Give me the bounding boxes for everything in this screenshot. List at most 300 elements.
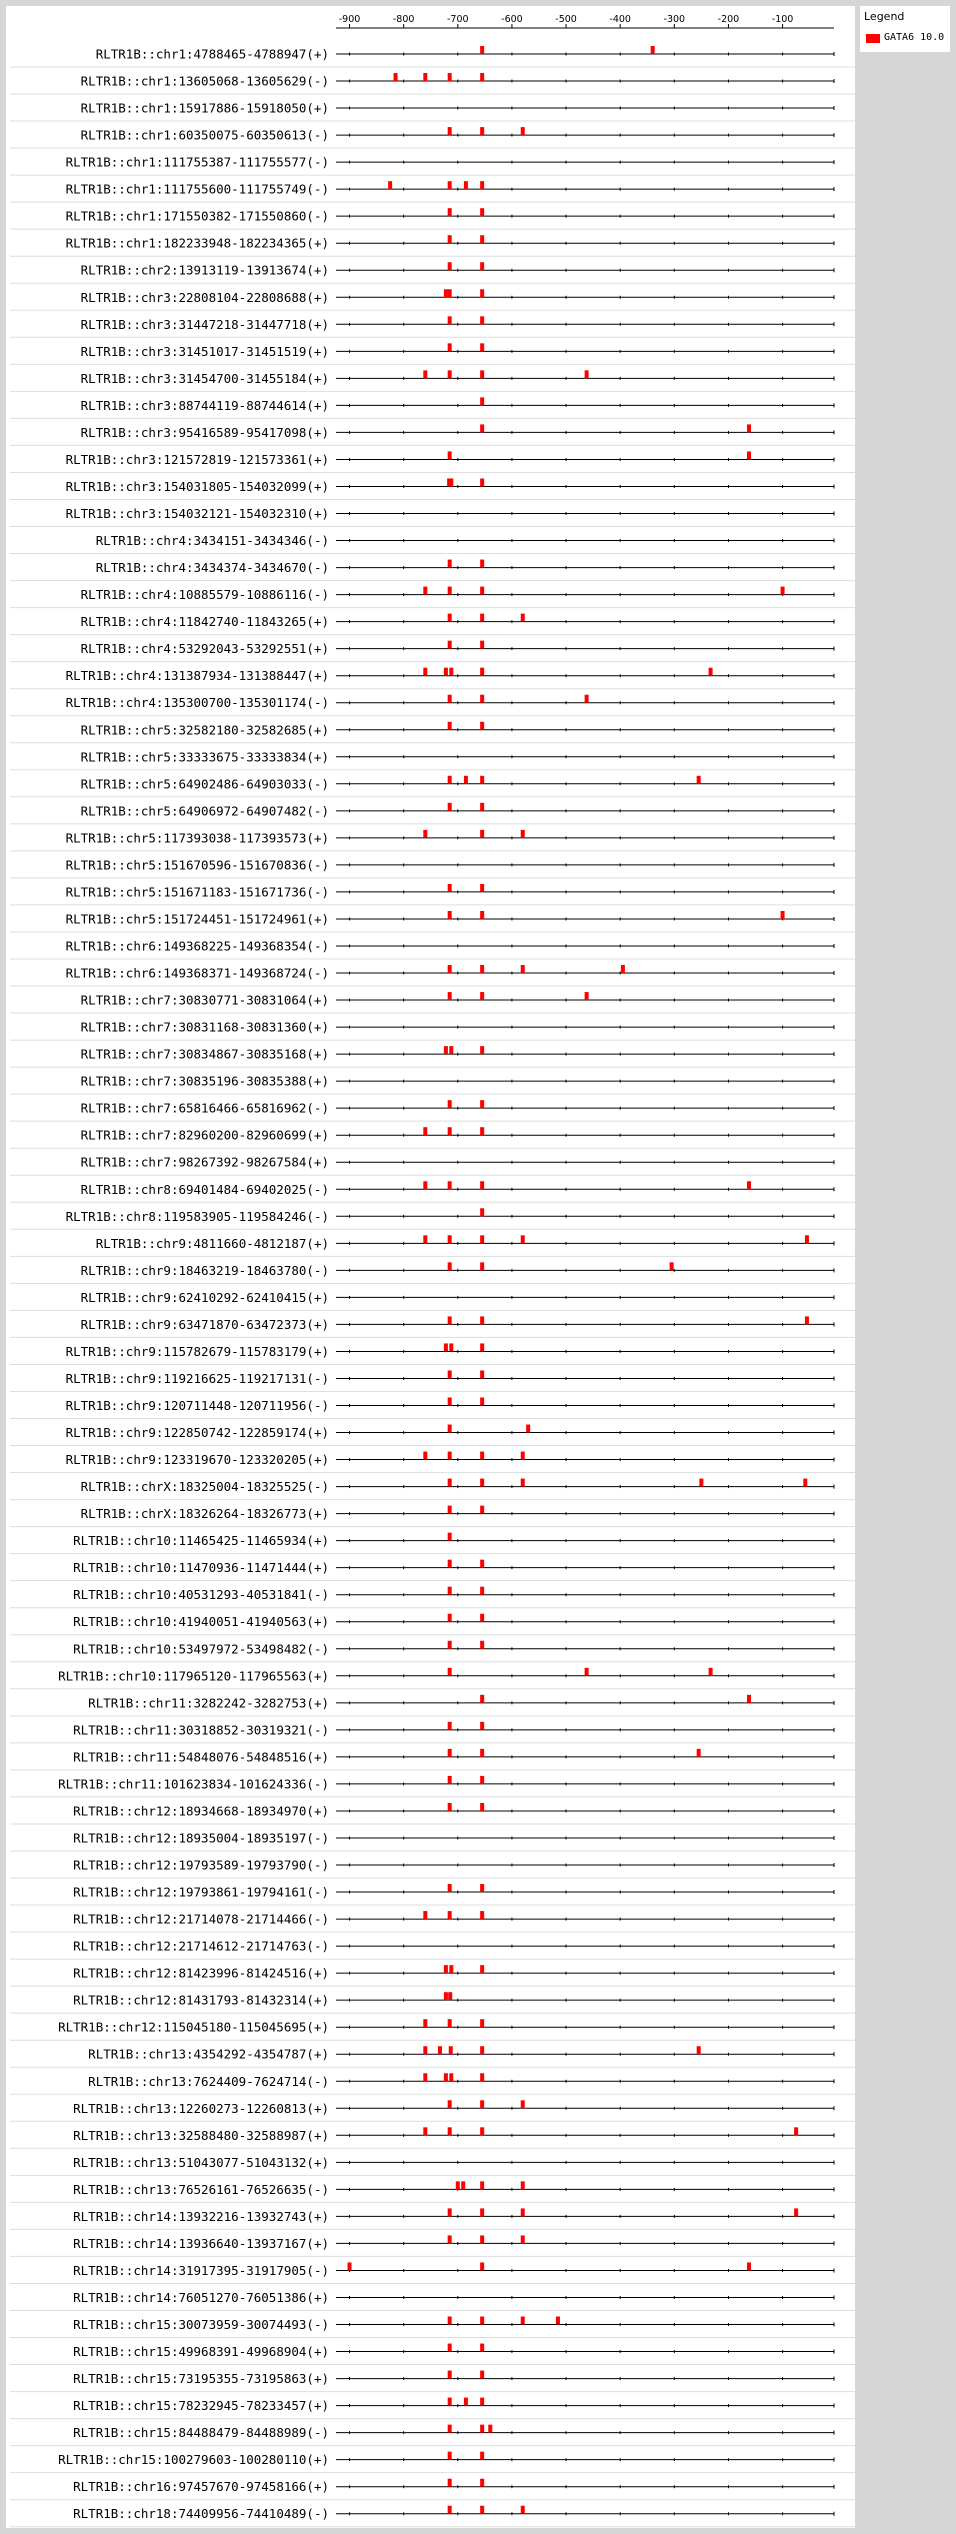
- motif-hit: [480, 316, 484, 324]
- sequence-label: RLTR1B::chrX:18326264-18326773(+): [80, 1506, 329, 1522]
- motif-hit: [651, 46, 655, 54]
- motif-hit: [480, 884, 484, 892]
- sequence-label: RLTR1B::chr15:73195355-73195863(+): [73, 2371, 329, 2387]
- sequence-label: RLTR1B::chr12:18935004-18935197(-): [73, 1830, 329, 1846]
- motif-hit: [448, 641, 452, 649]
- x-tick-label: -700: [447, 14, 469, 25]
- sequence-label: RLTR1B::chr14:31917395-31917905(-): [73, 2262, 329, 2278]
- sequence-label: RLTR1B::chr18:74409956-74410489(-): [73, 2506, 329, 2522]
- motif-hit: [480, 1452, 484, 1460]
- motif-hit: [480, 1316, 484, 1324]
- motif-hit: [423, 1235, 427, 1243]
- sequence-label: RLTR1B::chr5:64902486-64903033(-): [80, 776, 329, 792]
- motif-hit: [448, 614, 452, 622]
- sequence-label: RLTR1B::chr10:40531293-40531841(-): [73, 1587, 329, 1603]
- motif-hit: [448, 1533, 452, 1541]
- motif-hit: [444, 289, 448, 297]
- motif-hit: [781, 911, 785, 919]
- motif-hit: [526, 1425, 530, 1433]
- sequence-label: RLTR1B::chr1:13605068-13605629(-): [80, 73, 329, 89]
- motif-hit: [448, 2344, 452, 2352]
- motif-hit: [781, 587, 785, 595]
- motif-hit: [464, 2398, 468, 2406]
- motif-hit: [423, 1127, 427, 1135]
- motif-hit: [480, 1262, 484, 1270]
- motif-hit: [709, 1668, 713, 1676]
- motif-hit: [480, 1722, 484, 1730]
- motif-hit: [521, 2181, 525, 2189]
- motif-hit: [480, 2317, 484, 2325]
- motif-hit: [480, 776, 484, 784]
- motif-hit: [480, 370, 484, 378]
- motif-hit: [456, 2181, 460, 2189]
- sequence-label: RLTR1B::chr7:65816466-65816962(-): [80, 1100, 329, 1116]
- sequence-label: RLTR1B::chr13:7624409-7624714(-): [88, 2073, 329, 2089]
- motif-hit: [480, 235, 484, 243]
- motif-hit: [448, 2208, 452, 2216]
- motif-hit: [480, 803, 484, 811]
- motif-hit: [448, 911, 452, 919]
- sequence-label: RLTR1B::chr1:111755600-111755749(-): [65, 181, 329, 197]
- motif-hit: [521, 614, 525, 622]
- sequence-label: RLTR1B::chr9:122850742-122859174(+): [65, 1425, 329, 1441]
- sequence-label: RLTR1B::chr11:54848076-54848516(+): [73, 1749, 329, 1765]
- motif-hit: [585, 992, 589, 1000]
- motif-hit: [423, 2019, 427, 2027]
- x-tick-label: -100: [771, 14, 794, 25]
- sequence-label: RLTR1B::chr15:100279603-100280110(+): [58, 2452, 329, 2468]
- motif-hit: [480, 208, 484, 216]
- motif-hit: [448, 127, 452, 135]
- sequence-label: RLTR1B::chr11:101623834-101624336(-): [58, 1776, 329, 1792]
- motif-hit: [480, 2479, 484, 2487]
- motif-hit: [480, 1803, 484, 1811]
- motif-hit: [448, 2317, 452, 2325]
- x-tick-label: -500: [555, 14, 577, 25]
- sequence-label: RLTR1B::chr3:31454700-31455184(+): [80, 370, 329, 386]
- motif-hit: [448, 1398, 452, 1406]
- motif-hit: [438, 2046, 442, 2054]
- motif-hit: [448, 1884, 452, 1892]
- motif-hit: [444, 1046, 448, 1054]
- motif-hit: [444, 1992, 448, 2000]
- sequence-label: RLTR1B::chr3:121572819-121573361(+): [65, 451, 329, 467]
- motif-hit: [448, 1587, 452, 1595]
- sequence-label: RLTR1B::chr11:30318852-30319321(-): [73, 1722, 329, 1738]
- sequence-label: RLTR1B::chr1:111755387-111755577(-): [65, 154, 329, 170]
- sequence-label: RLTR1B::chr11:3282242-3282753(+): [88, 1695, 329, 1711]
- motif-hit: [488, 2425, 492, 2433]
- motif-hit: [747, 424, 751, 432]
- motif-hit: [423, 2046, 427, 2054]
- sequence-label: RLTR1B::chr15:84488479-84488989(-): [73, 2425, 329, 2441]
- motif-hit: [448, 803, 452, 811]
- motif-hit: [448, 2100, 452, 2108]
- motif-hit: [480, 1614, 484, 1622]
- motif-hit: [747, 1181, 751, 1189]
- motif-hit: [480, 722, 484, 730]
- motif-hit: [480, 1127, 484, 1135]
- sequence-label: RLTR1B::chr1:182233948-182234365(+): [65, 235, 329, 251]
- motif-hit: [699, 1479, 703, 1487]
- sequence-label: RLTR1B::chr12:19793589-19793790(-): [73, 1857, 329, 1873]
- motif-hit: [480, 1100, 484, 1108]
- motif-hit: [480, 127, 484, 135]
- sequence-label: RLTR1B::chr4:3434151-3434346(-): [95, 533, 329, 549]
- motif-hit: [480, 2262, 484, 2270]
- motif-hit: [449, 478, 453, 486]
- motif-hit: [448, 451, 452, 459]
- sequence-label: RLTR1B::chr5:117393038-117393573(+): [65, 830, 329, 846]
- sequence-label: RLTR1B::chr7:82960200-82960699(+): [80, 1127, 329, 1143]
- motif-hit: [449, 2073, 453, 2081]
- sequence-label: RLTR1B::chr9:63471870-63472373(+): [80, 1316, 329, 1332]
- motif-hit: [480, 478, 484, 486]
- motif-hit: [448, 208, 452, 216]
- motif-hit: [521, 127, 525, 135]
- motif-hit: [480, 2371, 484, 2379]
- motif-hit: [697, 1749, 701, 1757]
- sequence-label: RLTR1B::chr13:4354292-4354787(+): [88, 2046, 329, 2062]
- motif-hit: [448, 1803, 452, 1811]
- sequence-label: RLTR1B::chr13:51043077-51043132(+): [73, 2154, 329, 2170]
- motif-hit: [480, 1587, 484, 1595]
- motif-hit: [480, 181, 484, 189]
- motif-hit: [448, 722, 452, 730]
- sequence-label: RLTR1B::chr8:69401484-69402025(-): [80, 1181, 329, 1197]
- motif-hit: [480, 1560, 484, 1568]
- sequence-label: RLTR1B::chr1:15917886-15918050(+): [80, 100, 329, 116]
- motif-hit: [521, 2208, 525, 2216]
- motif-hit: [805, 1235, 809, 1243]
- motif-hit: [448, 2506, 452, 2514]
- motif-hit: [480, 343, 484, 351]
- motif-hit: [448, 1316, 452, 1324]
- sequence-label: RLTR1B::chr8:119583905-119584246(-): [65, 1208, 329, 1224]
- motif-hit: [805, 1316, 809, 1324]
- sequence-label: RLTR1B::chr9:120711448-120711956(-): [65, 1398, 329, 1413]
- motif-hit: [448, 1776, 452, 1784]
- sequence-label: RLTR1B::chr13:76526161-76526635(-): [73, 2181, 329, 2197]
- motif-hit: [444, 1343, 448, 1351]
- motif-hit: [448, 1100, 452, 1108]
- sequence-label: RLTR1B::chr3:95416589-95417098(+): [80, 424, 329, 440]
- sequence-label: RLTR1B::chr14:13932216-13932743(+): [73, 2208, 329, 2224]
- motif-hit: [697, 2046, 701, 2054]
- sequence-label: RLTR1B::chr13:32588480-32588987(+): [73, 2127, 329, 2143]
- motif-hit: [448, 1560, 452, 1568]
- motif-hit: [480, 1506, 484, 1514]
- sequence-label: RLTR1B::chr4:10885579-10886116(-): [80, 587, 329, 603]
- legend-label: GATA6 10.0: [884, 32, 945, 43]
- motif-hit: [480, 73, 484, 81]
- motif-hit: [803, 1479, 807, 1487]
- motif-hit: [448, 370, 452, 378]
- motif-hit: [480, 614, 484, 622]
- motif-hit: [480, 1965, 484, 1973]
- motif-hit: [521, 2100, 525, 2108]
- motif-hit: [423, 2073, 427, 2081]
- motif-hit: [480, 1046, 484, 1054]
- motif-hit: [444, 1965, 448, 1973]
- sequence-label: RLTR1B::chr4:135300700-135301174(-): [65, 695, 329, 711]
- motif-hit: [423, 73, 427, 81]
- sequence-label: RLTR1B::chr12:21714078-21714466(-): [73, 1911, 329, 1927]
- motif-hit: [480, 560, 484, 568]
- motif-hit: [521, 2317, 525, 2325]
- sequence-label: RLTR1B::chr12:21714612-21714763(-): [73, 1938, 329, 1954]
- motif-hit: [521, 1235, 525, 1243]
- motif-hit: [480, 2506, 484, 2514]
- motif-hit: [423, 370, 427, 378]
- motif-hit: [480, 46, 484, 54]
- motif-hit: [448, 262, 452, 270]
- motif-hit: [621, 965, 625, 973]
- sequence-label: RLTR1B::chr5:33333675-33333834(+): [80, 749, 329, 765]
- motif-hit: [461, 2181, 465, 2189]
- motif-hit: [521, 1452, 525, 1460]
- sequence-label: RLTR1B::chr5:151670596-151670836(-): [65, 857, 329, 873]
- sequence-label: RLTR1B::chr3:31447218-31447718(+): [80, 316, 329, 332]
- sequence-label: RLTR1B::chr7:30831168-30831360(+): [80, 1019, 329, 1035]
- motif-hit: [480, 1479, 484, 1487]
- motif-hit: [794, 2208, 798, 2216]
- sequence-label: RLTR1B::chr14:13936640-13937167(+): [73, 2235, 329, 2251]
- motif-hit: [449, 1343, 453, 1351]
- sequence-label: RLTR1B::chr12:18934668-18934970(+): [73, 1803, 329, 1819]
- motif-hit: [448, 560, 452, 568]
- sequence-label: RLTR1B::chr9:18463219-18463780(-): [80, 1262, 329, 1278]
- motif-hit: [448, 1479, 452, 1487]
- sequence-label: RLTR1B::chr7:30834867-30835168(+): [80, 1046, 329, 1062]
- motif-hit: [448, 1127, 452, 1135]
- sequence-label: RLTR1B::chr1:60350075-60350613(-): [80, 127, 329, 143]
- sequence-label: RLTR1B::chr7:30835196-30835388(+): [80, 1073, 329, 1089]
- motif-hit: [464, 776, 468, 784]
- motif-hit: [448, 73, 452, 81]
- motif-hit: [348, 2262, 352, 2270]
- motif-hit: [480, 424, 484, 432]
- motif-hit: [480, 695, 484, 703]
- sequence-label: RLTR1B::chr3:154031805-154032099(+): [65, 478, 329, 494]
- motif-hit: [448, 992, 452, 1000]
- motif-hit: [747, 1695, 751, 1703]
- motif-hit: [423, 1911, 427, 1919]
- motif-hit: [480, 2208, 484, 2216]
- motif-hit: [670, 1262, 674, 1270]
- motif-hit: [448, 1641, 452, 1649]
- sequence-label: RLTR1B::chr1:4788465-4788947(+): [95, 46, 329, 62]
- sequence-label: RLTR1B::chr5:32582180-32582685(+): [80, 722, 329, 738]
- motif-hit: [480, 2127, 484, 2135]
- motif-hit: [480, 2100, 484, 2108]
- sequence-label: RLTR1B::chr10:11465425-11465934(+): [73, 1533, 329, 1549]
- motif-hit: [521, 965, 525, 973]
- sequence-label: RLTR1B::chr3:31451017-31451519(+): [80, 343, 329, 359]
- motif-hit: [697, 776, 701, 784]
- x-tick-label: -200: [717, 14, 740, 25]
- motif-hit: [448, 1992, 452, 2000]
- x-tick-label: -800: [392, 14, 415, 25]
- motif-hit: [448, 1614, 452, 1622]
- motif-hit: [448, 1181, 452, 1189]
- motif-hit: [480, 289, 484, 297]
- motif-hit: [480, 1695, 484, 1703]
- motif-hit: [448, 2398, 452, 2406]
- legend-title: Legend: [864, 10, 905, 23]
- motif-hit: [448, 1668, 452, 1676]
- motif-hit: [585, 695, 589, 703]
- motif-hit: [480, 1776, 484, 1784]
- motif-hit: [480, 668, 484, 676]
- sequence-label: RLTR1B::chr3:88744119-88744614(+): [80, 397, 329, 413]
- motif-hit: [480, 2398, 484, 2406]
- sequence-label: RLTR1B::chr16:97457670-97458166(+): [73, 2479, 329, 2495]
- sequence-label: RLTR1B::chr5:151724451-151724961(+): [65, 911, 329, 927]
- motif-hit: [388, 181, 392, 189]
- motif-hit: [423, 1181, 427, 1189]
- motif-hit: [747, 2262, 751, 2270]
- motif-hit: [448, 2235, 452, 2243]
- sequence-label: RLTR1B::chr12:19793861-19794161(-): [73, 1884, 329, 1900]
- sequence-label: RLTR1B::chr14:76051270-76051386(+): [73, 2289, 329, 2305]
- sequence-label: RLTR1B::chr3:22808104-22808688(+): [80, 289, 329, 305]
- sequence-label: RLTR1B::chr7:98267392-98267584(+): [80, 1154, 329, 1170]
- motif-hit: [585, 370, 589, 378]
- motif-hit: [423, 668, 427, 676]
- sequence-label: RLTR1B::chr7:30830771-30831064(+): [80, 992, 329, 1008]
- motif-hit: [480, 965, 484, 973]
- sequence-label: RLTR1B::chr1:171550382-171550860(-): [65, 208, 329, 224]
- motif-hit: [480, 992, 484, 1000]
- x-tick-label: -400: [609, 14, 631, 25]
- motif-hit: [480, 2046, 484, 2054]
- motif-hit: [521, 1479, 525, 1487]
- motif-hit: [448, 2452, 452, 2460]
- sequence-label: RLTR1B::chr5:64906972-64907482(-): [80, 803, 329, 819]
- motif-hit: [449, 1965, 453, 1973]
- x-tick-label: -900: [338, 14, 361, 25]
- motif-hit: [448, 1262, 452, 1270]
- motif-hit: [480, 641, 484, 649]
- motif-hit: [480, 587, 484, 595]
- motif-hit: [556, 2317, 560, 2325]
- motif-hit: [448, 289, 452, 297]
- sequence-label: RLTR1B::chr4:131387934-131388447(+): [65, 668, 329, 684]
- sequence-label: RLTR1B::chr6:149368371-149368724(-): [65, 965, 329, 981]
- motif-hit: [448, 1452, 452, 1460]
- motif-hit: [448, 1911, 452, 1919]
- motif-hit: [480, 830, 484, 838]
- motif-hit: [480, 1370, 484, 1378]
- motif-hit: [480, 1884, 484, 1892]
- sequence-label: RLTR1B::chr2:13913119-13913674(+): [80, 262, 329, 278]
- motif-hit: [448, 1749, 452, 1757]
- sequence-label: RLTR1B::chr10:11470936-11471444(+): [73, 1560, 329, 1576]
- motif-hit: [480, 1749, 484, 1757]
- sequence-label: RLTR1B::chr9:119216625-119217131(-): [65, 1370, 329, 1386]
- motif-hit: [448, 2127, 452, 2135]
- sequence-label: RLTR1B::chr9:62410292-62410415(+): [80, 1289, 329, 1305]
- motif-hit: [448, 343, 452, 351]
- motif-hit: [480, 1235, 484, 1243]
- sequence-label: RLTR1B::chr9:123319670-123320205(+): [65, 1452, 329, 1468]
- sequence-label: RLTR1B::chr4:3434374-3434670(-): [95, 560, 329, 576]
- motif-hit: [448, 181, 452, 189]
- motif-hit: [448, 1370, 452, 1378]
- sequence-label: RLTR1B::chr5:151671183-151671736(-): [65, 884, 329, 900]
- sequence-label: RLTR1B::chr4:53292043-53292551(+): [80, 641, 329, 657]
- motif-hit: [423, 1452, 427, 1460]
- motif-hit: [747, 451, 751, 459]
- sequence-label: RLTR1B::chr4:11842740-11843265(+): [80, 614, 329, 630]
- sequence-label: RLTR1B::chr10:53497972-53498482(-): [73, 1641, 329, 1657]
- motif-hit: [448, 1506, 452, 1514]
- motif-hit: [448, 695, 452, 703]
- sequence-label: RLTR1B::chr15:49968391-49968904(+): [73, 2344, 329, 2360]
- motif-hit: [448, 776, 452, 784]
- sequence-label: RLTR1B::chr9:115782679-115783179(+): [65, 1343, 329, 1359]
- motif-hit: [709, 668, 713, 676]
- motif-hit: [480, 1641, 484, 1649]
- motif-hit: [480, 262, 484, 270]
- sequence-label: RLTR1B::chr12:81423996-81424516(+): [73, 1965, 329, 1981]
- motif-hit: [448, 2425, 452, 2433]
- motif-hit: [448, 884, 452, 892]
- motif-hit: [394, 73, 398, 81]
- motif-hit: [448, 316, 452, 324]
- motif-hit: [480, 1181, 484, 1189]
- motif-hit: [423, 2127, 427, 2135]
- motif-hit: [521, 830, 525, 838]
- motif-hit: [449, 2046, 453, 2054]
- motif-hit: [448, 2479, 452, 2487]
- motif-hit: [449, 1046, 453, 1054]
- motif-hit: [448, 1425, 452, 1433]
- motif-hit: [480, 397, 484, 405]
- motif-hit: [521, 2506, 525, 2514]
- sequence-label: RLTR1B::chr15:30073959-30074493(-): [73, 2317, 329, 2333]
- motif-hit: [480, 2235, 484, 2243]
- motif-hit: [448, 1235, 452, 1243]
- x-tick-label: -600: [501, 14, 523, 25]
- sequence-label: RLTR1B::chr12:81431793-81432314(+): [73, 1992, 329, 2008]
- sequence-label: RLTR1B::chr13:12260273-12260813(+): [73, 2100, 329, 2116]
- motif-hit: [448, 587, 452, 595]
- motif-hit: [448, 1722, 452, 1730]
- motif-hit: [480, 2344, 484, 2352]
- motif-hit: [448, 2371, 452, 2379]
- sequence-label: RLTR1B::chr3:154032121-154032310(+): [65, 506, 329, 522]
- sequence-label: RLTR1B::chr12:115045180-115045695(+): [58, 2019, 329, 2035]
- motif-hit: [423, 830, 427, 838]
- motif-hit: [449, 668, 453, 676]
- motif-hit: [480, 911, 484, 919]
- motif-hit: [480, 1208, 484, 1216]
- motif-hit: [480, 2425, 484, 2433]
- motif-hit: [585, 1668, 589, 1676]
- motif-hit: [480, 2019, 484, 2027]
- motif-hit: [480, 1343, 484, 1351]
- sequence-label: RLTR1B::chrX:18325004-18325525(-): [80, 1479, 329, 1495]
- motif-hit: [444, 2073, 448, 2081]
- sequence-label: RLTR1B::chr10:41940051-41940563(+): [73, 1614, 329, 1630]
- motif-hit: [521, 2235, 525, 2243]
- motif-hit: [444, 668, 448, 676]
- motif-hit: [480, 2452, 484, 2460]
- motif-hit: [480, 1398, 484, 1406]
- motif-hit: [794, 2127, 798, 2135]
